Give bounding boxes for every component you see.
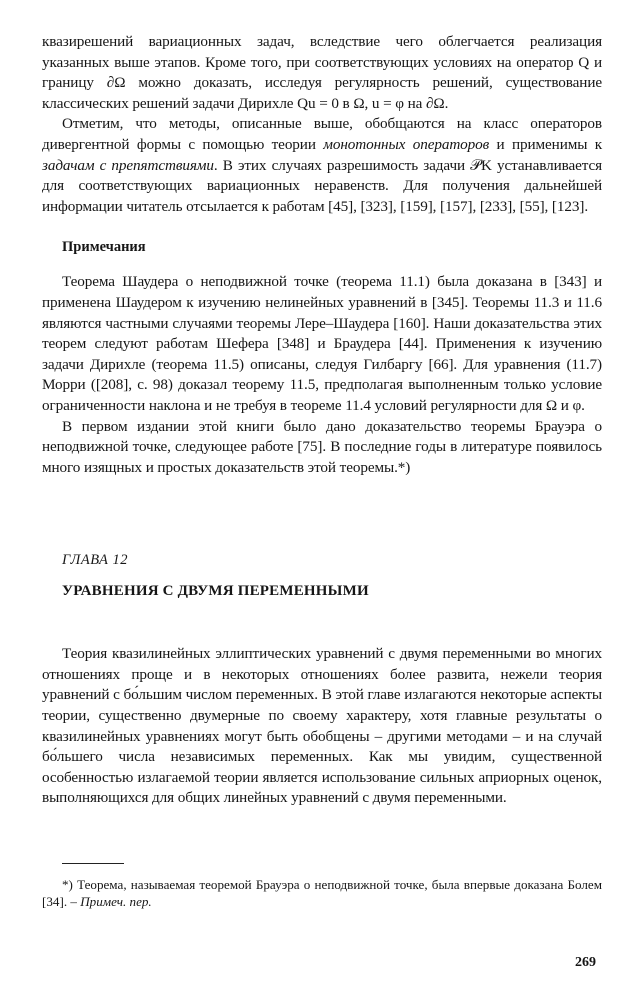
paragraph-methods [42,114,602,217]
methods-text-3: . В этих случаях разрешимость задачи 𝒫K устанавливается для соответствующих вариационных неравенств. Для получения дальнейшей информации читатель отсылается к работам [45], [323], [159], [157], [233], [55], [123]. [42,156,602,215]
notes-heading: Примечания [62,239,146,256]
paragraph-continuation: квазирешений вариационных задач, вследствие чего облегчается реализация указанных выше этапов. Кроме того, при соответствующих условиях на оператор Q и границу ∂Ω можно доказать, исследуя регулярность решений, существование классических решений задачи Дирихле Qu = 0 в Ω, u = φ на ∂Ω. [42,33,602,112]
footnote [42,876,602,911]
term-obstacle-problems: задачам с препятствиями [42,156,214,174]
footnote-credit: Примеч. пер. [80,894,152,910]
book-page [42,32,602,911]
methods-text-1: Отметим, что методы, описанные выше, обобщаются на класс операторов дивергентной формы с помощью теории [42,115,602,153]
chapter-label: ГЛАВА 12 [62,552,129,569]
footnote-text: *) Теорема, называемая теоремой Брауэра о неподвижной точке, была впервые доказана Болем [34]. – [42,877,602,910]
chapter-title: УРАВНЕНИЯ С ДВУМЯ ПЕРЕМЕННЫМИ [62,583,369,600]
footnote-rule [62,863,124,864]
note-brouwer: В первом издании этой книги было дано доказательство теоремы Брауэра о неподвижной точке, следующее работе [75]. В последние годы в литературе появилось много изящных и простых доказательств этой теоремы.*) [42,417,602,476]
chapter-intro-paragraph: Теория квазилинейных эллиптических уравнений с двумя переменными во многих отношениях проще и в некоторых отношениях более развита, нежели теория уравнений с бо́льшим числом переменных. В этой главе излагаются некоторые аспекты теории, существенно двумерные по своему характеру, хотя главные результаты о квазилинейных уравнениях могут быть обобщены – другими методами – и на случай бо́льшего числа независимых переменных. Как мы увидим, существенной особенностью излагаемой теории является использование сильных априорных оценок, выполняющихся для общих линейных уравнений с двумя переменными. [42,645,602,807]
methods-text-2: и применимы к [489,135,602,153]
term-monotone-operators: монотонных операторов [323,135,490,153]
page-number: 269 [575,955,596,970]
note-schauder: Теорема Шаудера о неподвижной точке (теорема 11.1) была доказана в [343] и применена Шаудером к изучению нелинейных уравнений в [345]. Теоремы 11.3 и 11.6 являются частными случаями теоремы Лере–Шаудера [160]. Наши доказательства этих теорем следуют работам Шефера [348] и Браудера [44]. Применения к изучению задачи Дирихле (теорема 11.5) описаны, следуя Гилбаргу [66]. Для уравнения (11.7) Морри ([208], с. 98) доказал теорему 11.5, предполагая выполненным только условие ограниченности наклона и не требуя в теореме 11.4 условий регулярности для Ω и φ. [42,273,602,414]
